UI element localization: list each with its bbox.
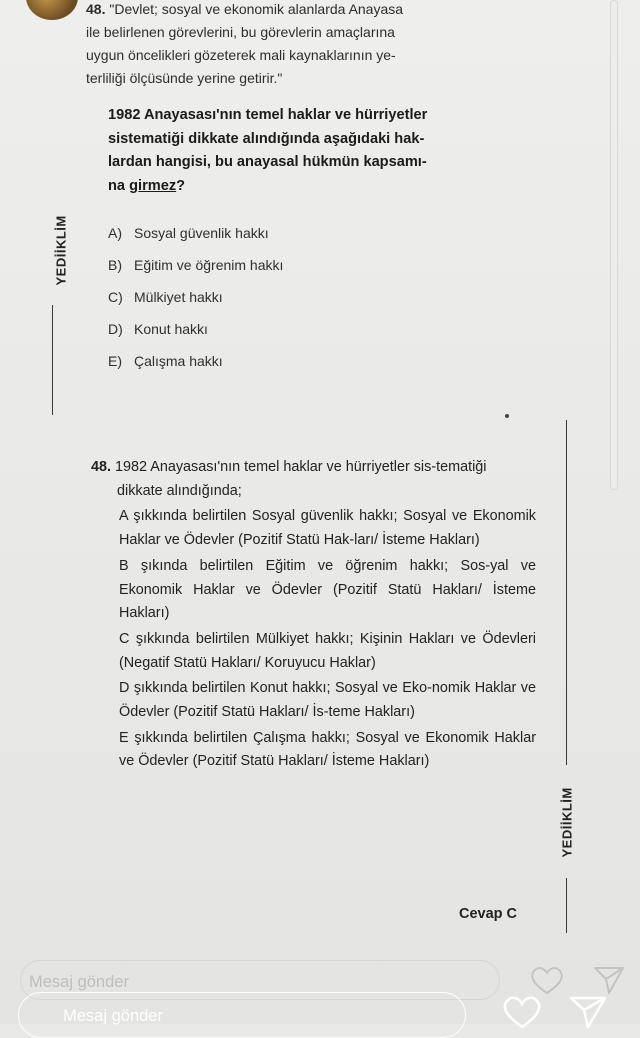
question-prompt: [108, 104, 528, 198]
option-d: [108, 316, 408, 348]
option-letter: C): [108, 289, 123, 305]
option-letter: B): [108, 257, 122, 273]
scrollbar-thumb[interactable]: [610, 0, 618, 490]
option-a: [108, 220, 408, 252]
prompt-line: lardan hangisi, bu anayasal hükmün kapsamı-: [108, 154, 427, 170]
separator-dot: [505, 414, 509, 418]
option-text: Çalışma hakkı: [134, 353, 223, 369]
option-letter: D): [108, 321, 123, 337]
margin-rule-right-upper: [566, 420, 567, 765]
quote-line: ile belirlenen görevlerini, bu görevlerin amaçlarına: [86, 24, 395, 40]
answer-paragraph-a: A şıkkında belirtilen Sosyal güvenlik hakkı; Sosyal ve Ekonomik Haklar ve Ödevler (Pozitif Statü Hak-ları/ İsteme Hakları): [119, 508, 536, 549]
answer-paragraph-e: E şıkkında belirtilen Çalışma hakkı; Sosyal ve Ekonomik Haklar ve Ödevler (Pozitif Statü Hakları/ İsteme Hakları): [119, 729, 536, 770]
send-icon[interactable]: [568, 994, 608, 1030]
option-text: Sosyal güvenlik hakkı: [134, 225, 269, 241]
option-text: Mülkiyet hakkı: [134, 289, 223, 305]
reply-bar: [0, 990, 640, 1030]
message-input[interactable]: [18, 992, 466, 1038]
prompt-line: sistematiği dikkate alındığında aşağıdaki hak-: [108, 130, 425, 147]
question-quote: [86, 0, 526, 90]
answer-key: Cevap C: [459, 906, 518, 922]
heart-icon[interactable]: [500, 994, 544, 1030]
quote-line: "Devlet; sosyal ve ekonomik alanlarda Anayasa: [109, 1, 404, 17]
option-c: [108, 284, 408, 316]
option-text: Eğitim ve öğrenim hakkı: [134, 257, 284, 273]
option-text: Konut hakkı: [134, 321, 208, 337]
option-e: [108, 348, 408, 380]
margin-rule-top: [52, 305, 53, 415]
message-placeholder: Mesaj gönder: [63, 1007, 163, 1025]
option-letter: E): [108, 353, 122, 369]
prompt-suffix: ?: [176, 177, 186, 194]
answer-options: [108, 220, 408, 380]
question-number: 48.: [86, 1, 106, 17]
answer-paragraph-b: B şıkında belirtilen Eğitim ve öğrenim hakkı; Sos-yal ve Ekonomik Haklar ve Ödevler (Pozitif Statü Hakları/ İsteme Hakları): [119, 557, 536, 622]
answer-number: 48.: [91, 459, 112, 475]
answer-explanation: [91, 456, 536, 774]
message-placeholder-ghost: Mesaj gönder: [29, 973, 129, 991]
quote-line: terliliği ölçüsünde yerine getirir.": [86, 70, 283, 86]
prompt-line: 1982 Anayasası'nın temel haklar ve hürriyetler: [108, 107, 428, 123]
brand-label-top: YEDİİKLİM: [53, 215, 69, 286]
answer-intro: [91, 456, 536, 503]
answer-intro-text: 1982 Anayasası'nın temel haklar ve hürriyetler sis-tematiği dikkate alındığında;: [115, 459, 487, 499]
prompt-underlined-word: girmez: [129, 177, 177, 194]
prompt-prefix: na: [108, 177, 130, 194]
margin-rule-right-lower: [566, 878, 567, 933]
prompt-line: [108, 175, 528, 199]
brand-label-bottom: YEDİİKLİM: [559, 787, 575, 858]
quote-line: uygun öncelikleri gözeterek mali kaynaklarının ye-: [86, 47, 396, 63]
profile-avatar[interactable]: [26, 0, 78, 20]
option-b: [108, 252, 408, 284]
answer-paragraph-d: D şıkkında belirtilen Konut hakkı; Sosyal ve Eko-nomik Haklar ve Ödevler (Pozitif Statü Hakları/ İs-teme Hakları): [119, 680, 536, 721]
answer-paragraph-c: C şıkkında belirtilen Mülkiyet hakkı; Kişinin Hakları ve Ödevleri (Negatif Statü Hakları/ Koruyucu Haklar): [119, 630, 536, 671]
option-letter: A): [108, 225, 122, 241]
